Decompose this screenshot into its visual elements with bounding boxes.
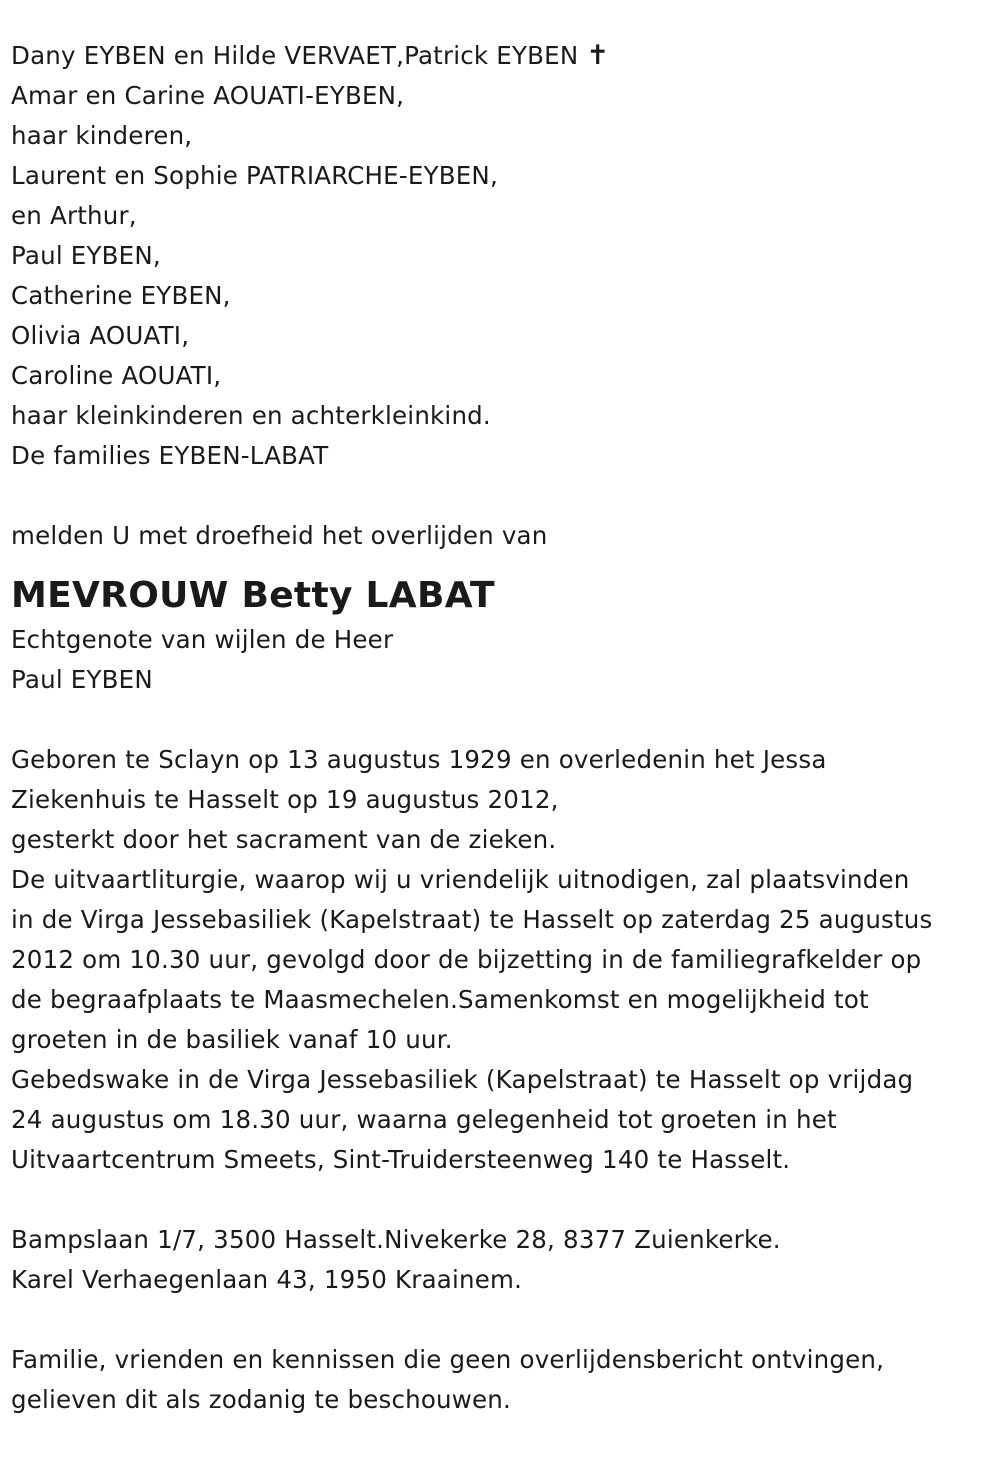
details-line: Uitvaartcentrum Smeets, Sint-Truidersteenweg 140 te Hasselt. [11,1145,791,1174]
details-line: 24 augustus om 18.30 uur, waarna gelegenheid tot groeten in het [11,1105,837,1134]
family-line: Paul EYBEN, [11,241,161,270]
family-line: De families EYBEN-LABAT [11,441,329,470]
details-line: Ziekenhuis te Hasselt op 19 augustus 2012, [11,785,559,814]
details-line: groeten in de basiliek vanaf 10 uur. [11,1025,453,1054]
family-line: haar kleinkinderen en achterkleinkind. [11,401,491,430]
addresses-section [11,1220,996,1300]
closing-section [11,1340,996,1420]
closing-line: gelieven dit als zodanig te beschouwen. [11,1385,512,1414]
family-line: en Arthur, [11,201,137,230]
family-names: Dany EYBEN en Hilde VERVAET,Patrick EYBEN [11,41,579,70]
announcement-text: melden U met droefheid het overlijden van [11,521,548,550]
details-line: Gebedswake in de Virga Jessebasiliek (Kapelstraat) te Hasselt op vrijdag [11,1065,914,1094]
family-line: Laurent en Sophie PATRIARCHE-EYBEN, [11,161,498,190]
family-line: haar kinderen, [11,121,193,150]
family-line: Amar en Carine AOUATI-EYBEN, [11,81,405,110]
spacer [11,700,996,740]
spouse-line-1: Echtgenote van wijlen de Heer [11,625,394,654]
details-line: gesterkt door het sacrament van de zieken. [11,825,557,854]
address-line: Karel Verhaegenlaan 43, 1950 Kraainem. [11,1265,523,1294]
cross-icon: ✝ [586,40,610,71]
address-line: Bampslaan 1/7, 3500 Hasselt.Nivekerke 28, 8377 Zuienkerke. [11,1225,781,1254]
family-line-1 [11,36,996,76]
spacer [11,476,996,516]
deceased-name: MEVROUW Betty LABAT [11,575,495,616]
details-line: de begraafplaats te Maasmechelen.Samenkomst en mogelijkheid tot [11,985,869,1014]
details-line: De uitvaartliturgie, waarop wij u vriendelijk uitnodigen, zal plaatsvinden [11,865,910,894]
details-line: Geboren te Sclayn op 13 augustus 1929 en overledenin het Jessa [11,745,827,774]
details-section [11,740,996,1180]
closing-line: Familie, vrienden en kennissen die geen overlijdensbericht ontvingen, [11,1345,885,1374]
spouse-line-2: Paul EYBEN [11,665,153,694]
details-line: in de Virga Jessebasiliek (Kapelstraat) te Hasselt op zaterdag 25 augustus [11,905,933,934]
spacer [11,1180,996,1220]
details-line: 2012 om 10.30 uur, gevolgd door de bijzetting in de familiegrafkelder op [11,945,922,974]
death-notice [11,36,996,1420]
family-line: Olivia AOUATI, [11,321,190,350]
family-section [11,36,996,476]
family-line: Catherine EYBEN, [11,281,231,310]
family-line: Caroline AOUATI, [11,361,222,390]
spacer [11,1300,996,1340]
